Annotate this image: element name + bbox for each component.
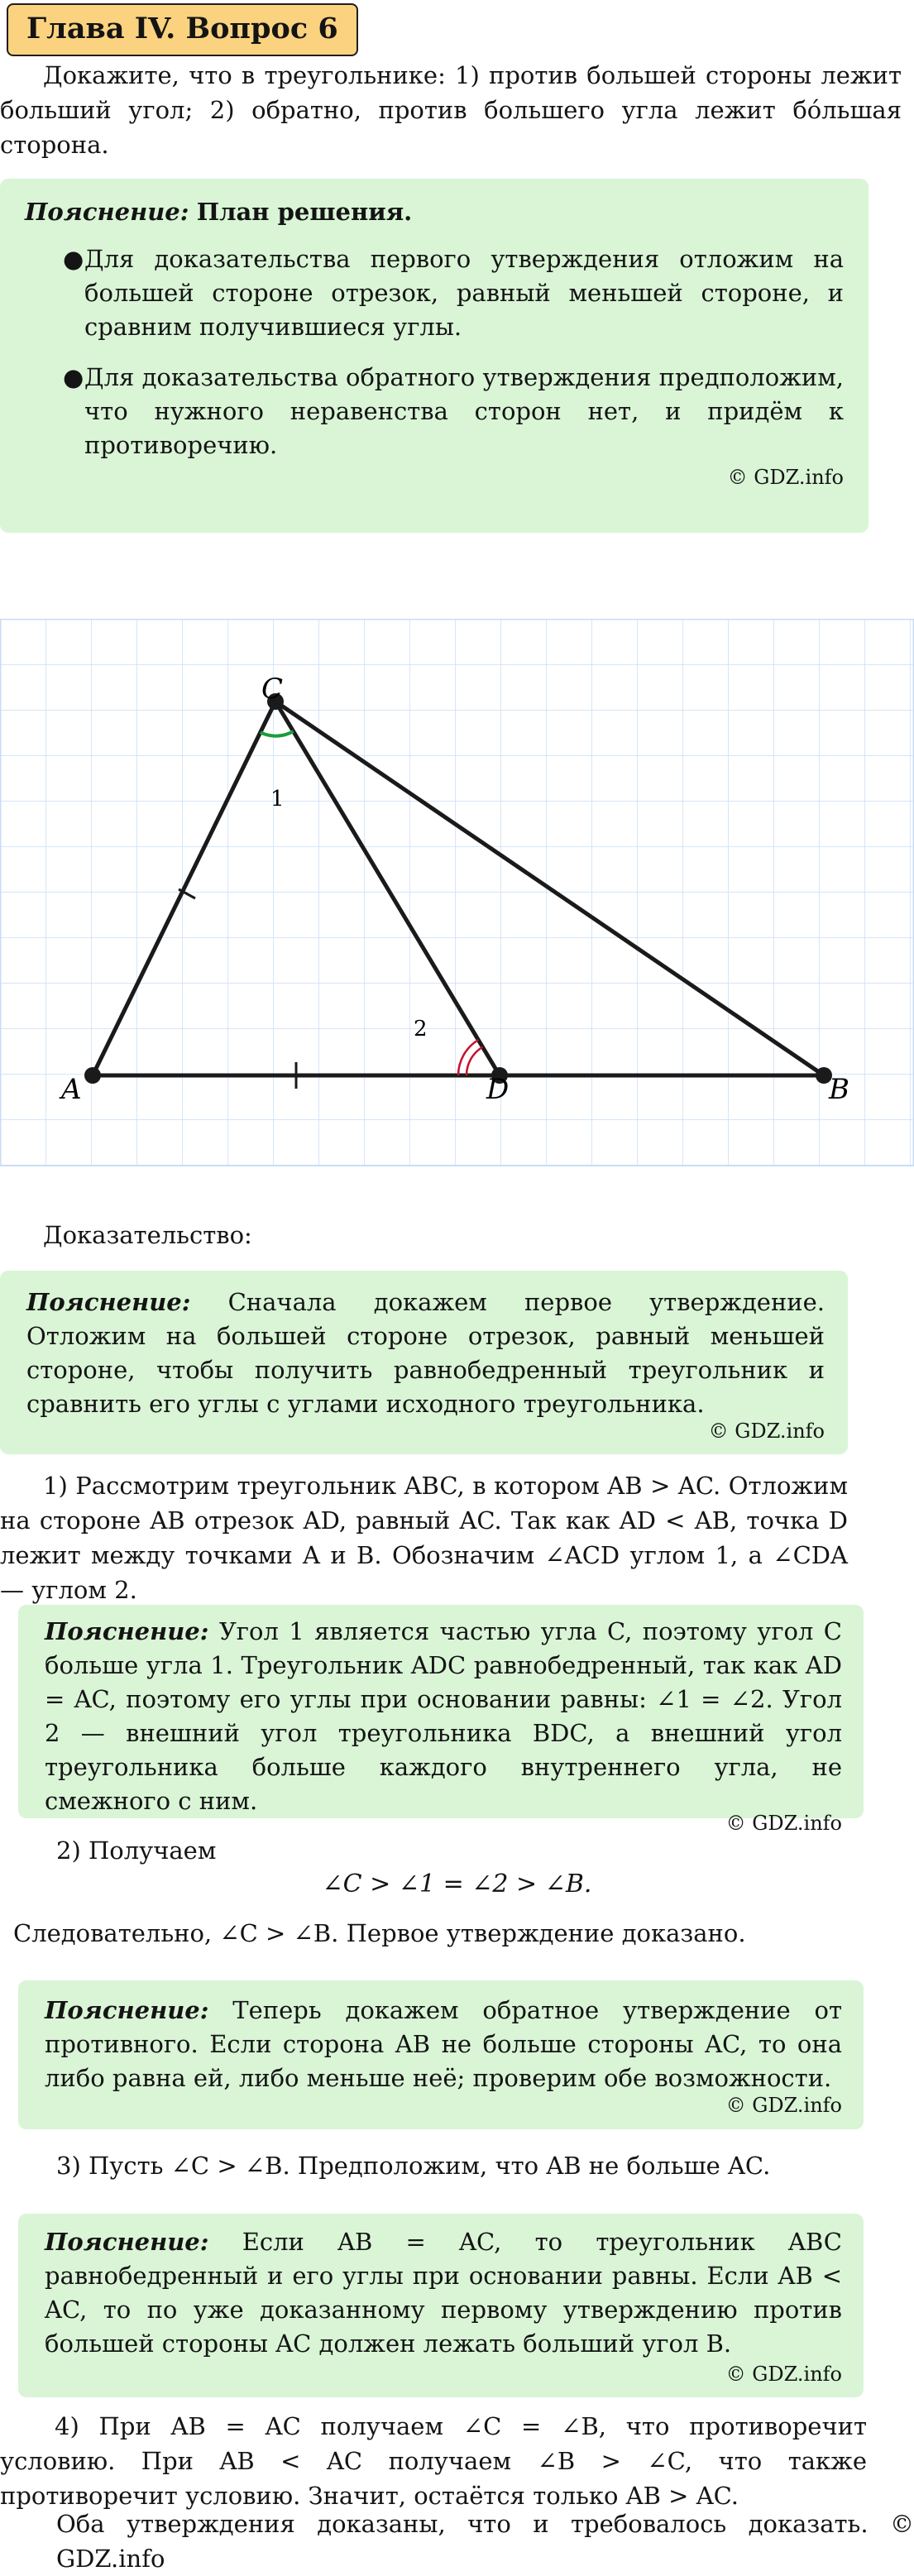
grid-background: [0, 619, 914, 1166]
copyright-label: © GDZ.info: [708, 1420, 825, 1443]
copyright-label: © GDZ.info: [725, 2094, 842, 2117]
note-box: [18, 1605, 864, 1835]
note-label: Пояснение:: [26, 1288, 191, 1316]
plan-heading: [25, 195, 844, 229]
note-body: Если AB = AC, то треугольник ABC равнобедренный и его углы при основании равны. Если AB < AC, то по уже доказанному первому утверждению против большей стороны AC должен лежать больший угол B.: [45, 2228, 842, 2358]
label-angle-2: 2: [414, 1017, 428, 1041]
note-box: [18, 1980, 864, 2129]
note-text: [45, 1615, 842, 1818]
note-text: [26, 1286, 825, 1421]
bullet-icon: ●: [63, 363, 84, 391]
inequality-formula: ∠C > ∠1 = ∠2 > ∠B.: [322, 1870, 592, 1898]
note-label: Пояснение:: [45, 1617, 209, 1645]
note-body: Угол 1 является частью угла C, поэтому угол C больше угла 1. Треугольник ADC равнобедренный, так как AD = AC, поэтому его углы при основании равны: ∠1 = ∠2. Угол 2 — внешний угол треугольника BDC, а внешний угол треугольника больше каждого внутреннего угла, не смежного с ним.: [45, 1617, 842, 1815]
conclusion-first: Следовательно, ∠C > ∠B. Первое утверждение доказано.: [13, 1919, 746, 1947]
label-angle-1: 1: [270, 787, 285, 812]
copyright-label: © GDZ.info: [56, 2510, 914, 2573]
plan-bullet-text: Для доказательства обратного утверждения предположим, что нужного неравенства сторон нет, и придём к противоречию.: [84, 363, 844, 459]
final-text: Оба утверждения доказаны, что и требовалось доказать.: [56, 2510, 869, 2538]
label-d: D: [486, 1073, 510, 1106]
note-label: Пояснение:: [45, 2228, 209, 2256]
copyright-label: © GDZ.info: [725, 1812, 842, 1835]
note-box: [0, 1271, 848, 1454]
label-b: B: [829, 1073, 849, 1106]
label-a: A: [61, 1073, 82, 1106]
note-body: Сначала докажем первое утверждение. Отложим на большей стороне отрезок, равный меньшей стороне, чтобы получить равнобедренный треугольник и сравнить его углы с углами исходного треугольника.: [26, 1288, 825, 1418]
note-text: [45, 2225, 842, 2361]
plan-bullet: [25, 361, 844, 462]
bullet-icon: ●: [63, 245, 84, 273]
copyright-label: © GDZ.info: [727, 466, 844, 489]
note-text: [45, 1994, 842, 2095]
proof-step-3: 3) Пусть ∠C > ∠B. Предположим, что AB не больше AC.: [56, 2152, 771, 2180]
point-a: [84, 1067, 101, 1084]
proof-step-2: 2) Получаем: [56, 1836, 217, 1865]
proof-heading: Доказательство:: [43, 1221, 252, 1249]
problem-statement: Докажите, что в треугольнике: 1) против большей стороны лежит больший угол; 2) обратно, против большего угла лежит бóльшая сторона.: [0, 61, 902, 159]
proof-step-1: 1) Рассмотрим треугольник ABC, в котором AB > AC. Отложим на стороне AB отрезок AD, равный AC. Так как AD < AB, точка D лежит между точками A и B. Обозначим ∠ACD углом 1, а ∠CDA — углом 2.: [0, 1472, 848, 1604]
plan-label: Пояснение:: [25, 198, 189, 226]
note-box: [18, 2214, 864, 2397]
final-statement: [56, 2507, 914, 2576]
plan-note-box: [0, 179, 869, 533]
chapter-question-title: Глава IV. Вопрос 6: [7, 3, 358, 56]
note-label: Пояснение:: [45, 1996, 209, 2024]
plan-title: План решения.: [196, 198, 413, 226]
plan-bullet-text: Для доказательства первого утверждения отложим на большей стороне отрезок, равный меньшей стороне, и сравним получившиеся углы.: [84, 245, 844, 341]
copyright-label: © GDZ.info: [725, 2363, 842, 2386]
triangle-figure: [0, 619, 914, 1166]
proof-step-4: 4) При AB = AC получаем ∠C = ∠B, что противоречит условию. При AB < AC получаем ∠B > ∠C, что также противоречит условию. Значит, остаётся только AB > AC.: [0, 2412, 867, 2510]
note-body: Теперь докажем обратное утверждение от противного. Если сторона AB не больше стороны AC, то она либо равна ей, либо меньше неё; проверим обе возможности.: [45, 1996, 843, 2092]
plan-bullet: [25, 242, 844, 344]
label-c: C: [261, 673, 284, 706]
